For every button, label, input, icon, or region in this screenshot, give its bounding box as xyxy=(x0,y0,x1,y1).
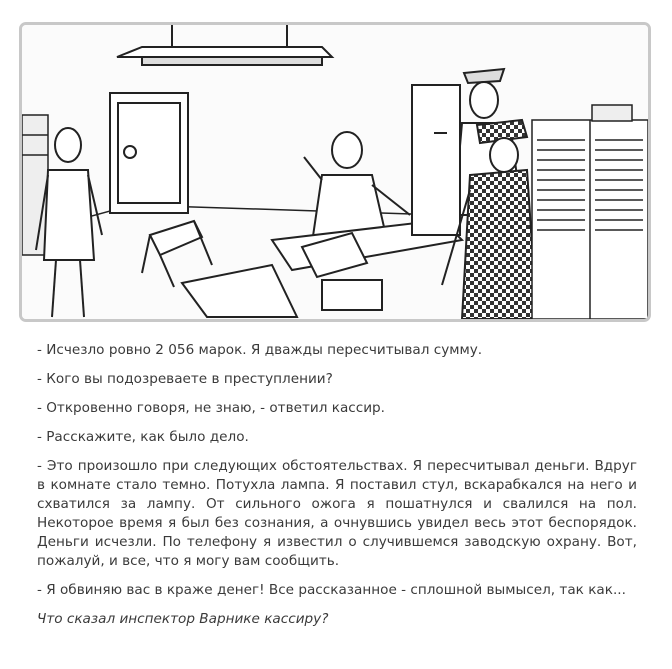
story-paragraph: - Исчезло ровно 2 056 марок. Я дважды пересчитывал сумму. xyxy=(37,342,483,358)
illustration-frame xyxy=(19,22,651,322)
story-text xyxy=(37,341,637,639)
story-paragraph: - Откровенно говоря, не знаю, - ответил кассир. xyxy=(37,400,386,416)
story-paragraph: - Это произошло при следующих обстоятельствах. Я пересчитывал деньги. Вдруг в комнате стало темно. Потухла лампа. Я поставил стул, вскарабкался на него и схватился за лампу. От сильного ожога я пошатнулся и свалился на пол. Некоторое время я был без сознания, а очнувшись увидел весь этот беспорядок. Деньги исчезли. По телефону я известил о случившемся заводскую охрану. Вот, пожалуй, и все, что я могу вам сообщить. xyxy=(37,458,637,569)
story-paragraph: - Расскажите, как было дело. xyxy=(37,429,249,445)
story-paragraph: - Я обвиняю вас в краже денег! Все рассказанное - сплошной вымысел, так как... xyxy=(37,582,626,598)
riddle-question: Что сказал инспектор Варнике кассиру? xyxy=(37,611,329,627)
story-paragraph: - Кого вы подозреваете в преступлении? xyxy=(37,371,333,387)
cartoon-office-robbery-scene-icon xyxy=(22,25,648,319)
